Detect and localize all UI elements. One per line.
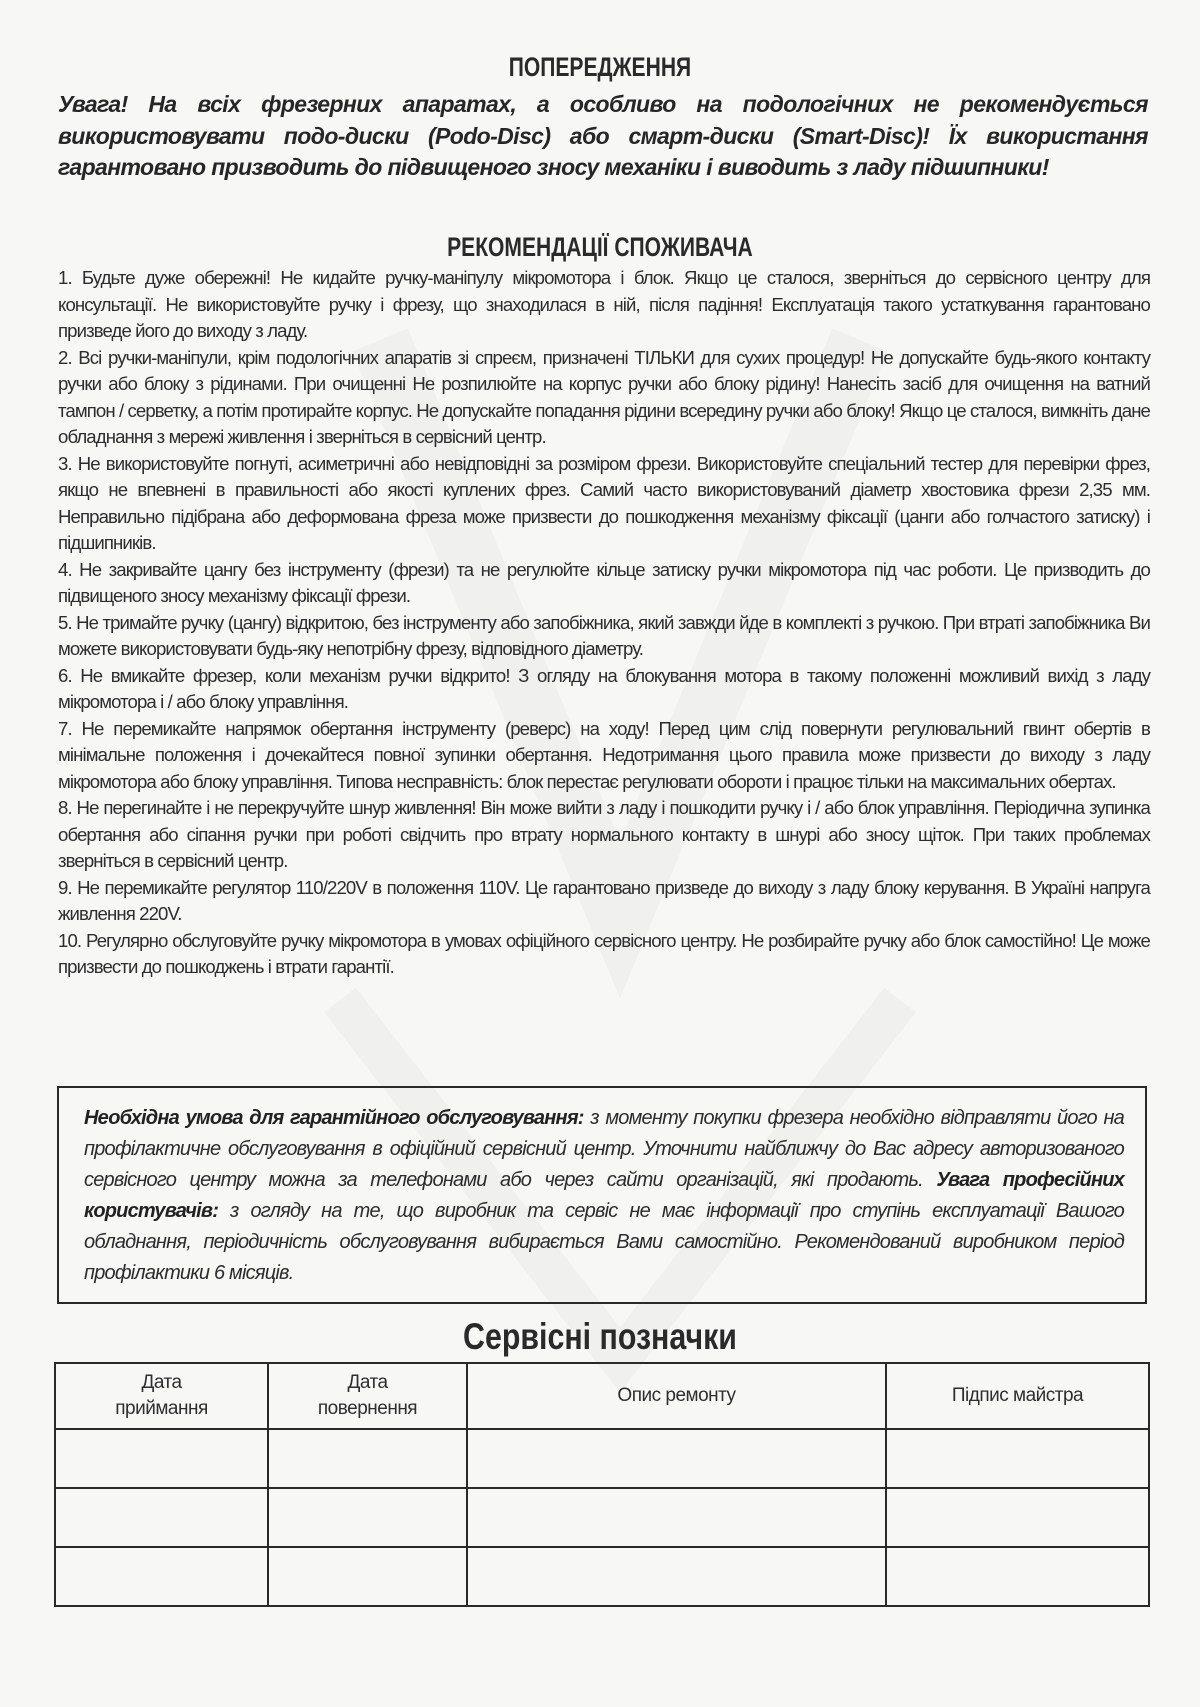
- table-row: [55, 1429, 1149, 1488]
- professional-users-text: з огляду на те, що виробник та сервіс не має інформації про ступінь експлуатації Вашого обладнання, періодичність обслуговування вибирається Вами самостійно. Рекомендований виробником період профілактики 6 місяців.: [84, 1200, 1124, 1284]
- column-header-date-received: Дата приймання: [55, 1363, 268, 1429]
- table-cell[interactable]: [268, 1547, 467, 1606]
- warning-line: використовувати подо-диски (Podo-Disc) або смарт-диски (Smart-Disc)! Їх використання: [58, 122, 1148, 149]
- warranty-condition-text: з моменту покупки фрезера необхідно відправляти його на профілактичне обслуговування в офіційний сервісний центр. Уточнити найближчу до Вас адресу авторизованого сервісного центру можна за телефонами або через сайти організацій, які продають.: [84, 1107, 1124, 1191]
- warranty-condition-label: Необхідна умова для гарантійного обслуговування:: [84, 1107, 584, 1129]
- service-marks-heading: Сервісні позначки: [463, 1316, 737, 1357]
- warranty-note-text: [84, 1103, 1124, 1289]
- recommendation-item-3: 3. Не використовуйте погнуті, асиметричні або невідповідні за розміром фрези. Використовуйте спеціальний тестер для перевірки фрез, якщо не впевнені в правильності або якості куплених фрез. Самий часто використовуваний діаметр хвостовика фрези 2,35 мм. Неправильно підібрана або деформована фреза може призвести до пошкодження механізму фіксації (цанги або голчастого затиску) і підшипників.: [58, 452, 1150, 553]
- recommendation-item-6: 6. Не вмикайте фрезер, коли механізм ручки відкрито! З огляду на блокування мотора в такому положенні можливий вихід з ладу мікромотора і / або блоку управління.: [58, 664, 1150, 712]
- column-header-repair-description: Опис ремонту: [467, 1363, 886, 1429]
- recommendation-item-9: 9. Не перемикайте регулятор 110/220V в положення 110V. Це гарантовано призведе до виходу з ладу блоку керування. В Україні напруга живлення 220V.: [58, 876, 1150, 924]
- recommendation-item-2: 2. Всі ручки-маніпули, крім подологічних апаратів зі спреєм, призначені ТІЛЬКИ для сухих процедур! Не допускайте будь-якого контакту ручки або блоку з рідинами. При очищенні Не розпилюйте на корпус ручки або блоку рідину! Нанесіть засіб для очищення на ватний тампон / серветку, а потім протирайте корпус. Не допускайте попадання рідини всередину ручки або блоку! Якщо це сталося, вимкніть дане обладнання з мережі живлення і зверніться в сервісний центр.: [58, 346, 1150, 447]
- warning-line: Увага! На всіх фрезерних апаратах, а особливо на подологічних не рекомендується: [58, 91, 1148, 117]
- table-cell[interactable]: [886, 1547, 1149, 1606]
- recommendation-item-4: 4. Не закривайте цангу без інструменту (фрези) та не регулюйте кільце затиску ручки мікромотора під час роботи. Це призводить до підвищеного зносу механізму фіксації фрези.: [58, 558, 1150, 606]
- column-header-master-signature: Підпис майстра: [886, 1363, 1149, 1429]
- table-row: [55, 1488, 1149, 1547]
- professional-users-label: Увага професійних користувачів:: [84, 1169, 1124, 1222]
- table-row: [55, 1547, 1149, 1606]
- service-marks-table: [54, 1362, 1150, 1607]
- warranty-note-box: [57, 1086, 1147, 1304]
- table-cell[interactable]: [268, 1429, 467, 1488]
- table-cell[interactable]: [467, 1547, 886, 1606]
- recommendation-item-5: 5. Не тримайте ручку (цангу) відкритою, без інструменту або запобіжника, який завжди йде в комплекті з ручкою. При втраті запобіжника Ви можете використовувати будь-яку непотрібну фрезу, відповідного діаметру.: [58, 611, 1150, 659]
- table-cell[interactable]: [55, 1429, 268, 1488]
- warning-paragraph: [58, 89, 1148, 184]
- warning-line: гарантовано призводить до підвищеного зносу механіки і виводить з ладу підшипники!: [58, 154, 1049, 180]
- table-header-row: [55, 1363, 1149, 1429]
- table-cell[interactable]: [55, 1488, 268, 1547]
- table-cell[interactable]: [268, 1488, 467, 1547]
- recommendations-list: [58, 265, 1150, 981]
- recommendation-item-10: 10. Регулярно обслуговуйте ручку мікромотора в умовах офіційного сервісного центру. Не розбирайте ручку або блок самостійно! Це може призвести до пошкоджень і втрати гарантії.: [58, 929, 1150, 977]
- table-cell[interactable]: [467, 1488, 886, 1547]
- table-cell[interactable]: [886, 1488, 1149, 1547]
- warning-heading: ПОПЕРЕДЖЕННЯ: [508, 52, 692, 82]
- recommendation-item-8: 8. Не перегинайте і не перекручуйте шнур живлення! Він може вийти з ладу і пошкодити ручку і / або блок управління. Періодична зупинка обертання або сіпання ручки при роботі свідчить про втрату нормального контакту в шнурі або зносу щіток. При таких проблемах зверніться в сервісний центр.: [58, 797, 1150, 871]
- recommendation-item-1: 1. Будьте дуже обережні! Не кидайте ручку-маніпулу мікромотора і блок. Якщо це сталося, зверніться до сервісного центру для консультації. Не використовуйте ручку і фрезу, що знаходилася в ній, після падіння! Експлуатація такого устаткування гарантовано призведе його до виходу з ладу.: [58, 267, 1150, 341]
- table-cell[interactable]: [886, 1429, 1149, 1488]
- table-cell[interactable]: [467, 1429, 886, 1488]
- column-header-date-returned: Дата повернення: [268, 1363, 467, 1429]
- table-cell[interactable]: [55, 1547, 268, 1606]
- recommendation-item-7: 7. Не перемикайте напрямок обертання інструменту (реверс) на ходу! Перед цим слід повернути регулювальний гвинт обертів в мінімальне положення і дочекайтеся повної зупинки обертання. Недотримання цього правила може призвести до виходу з ладу мікромотора або блоку управління. Типова несправність: блок перестає регулювати обороти і працює тільки на максимальних обертах.: [58, 717, 1150, 792]
- recommendations-heading: РЕКОМЕНДАЦІЇ СПОЖИВАЧА: [447, 232, 753, 262]
